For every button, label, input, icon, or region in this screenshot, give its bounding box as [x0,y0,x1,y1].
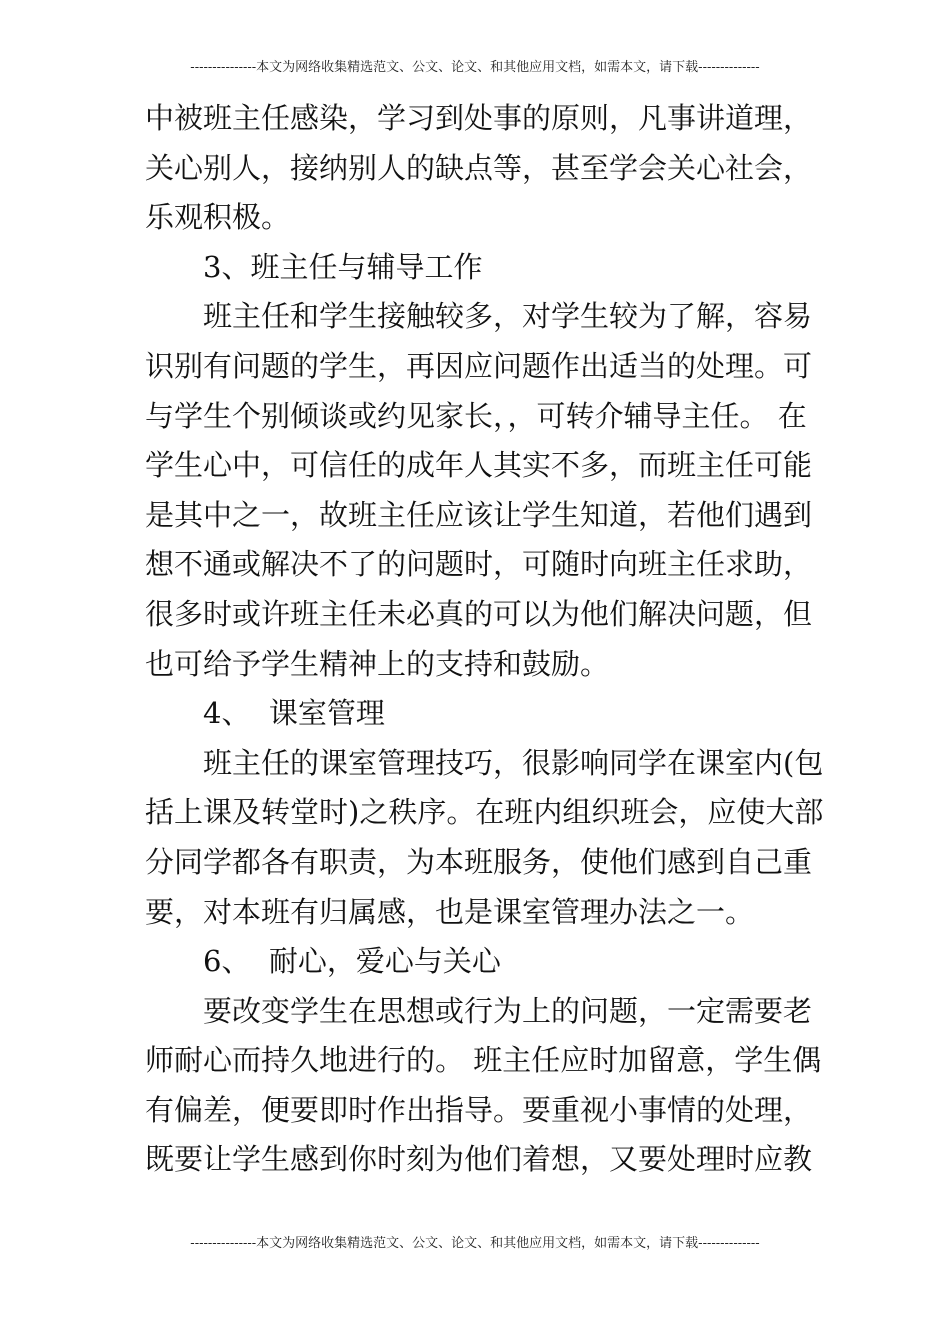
body-line: 是其中之一，故班主任应该让学生知道，若他们遇到 [145,497,813,532]
section-heading-6: 6、 耐心，爱心与关心 [203,944,501,979]
body-line: 师耐心而持久地进行的。 班主任应时加留意，学生偶 [145,1043,822,1078]
body-line: 与学生个别倾谈或约见家长，，可转介辅导主任。 在 [145,398,807,433]
body-line: 学生心中，可信任的成年人其实不多，而班主任可能 [145,448,813,483]
section-heading-3: 3、班主任与辅导工作 [203,249,483,284]
body-line: 中被班主任感染，学习到处事的原则，凡事讲道理， [145,101,813,135]
document-body [145,94,824,1185]
body-line: 关心别人，接纳别人的缺点等，甚至学会关心社会， [145,150,813,185]
body-line: 要改变学生在思想或行为上的问题，一定需要老 [145,993,813,1028]
body-line: 既要让学生感到你时刻为他们着想，又要处理时应教 [145,1142,813,1177]
body-line: 想不通或解决不了的问题时，可随时向班主任求助， [145,547,813,582]
section-heading-4: 4、 课室管理 [203,696,385,731]
body-line: 分同学都各有职责，为本班服务，使他们感到自己重 [145,844,813,879]
body-line: 识别有问题的学生，再因应问题作出适当的处理。可 [145,348,813,383]
body-line: 很多时或许班主任未必真的可以为他们解决问题，但 [145,596,813,631]
body-line: 括上课及转堂时)之秩序。在班内组织班会，应使大部 [145,795,824,830]
body-line: 班主任的课室管理技巧，很影响同学在课室内(包 [145,745,824,780]
body-line: 有偏差，便要即时作出指导。要重视小事情的处理， [145,1092,813,1127]
header-banner: ---------------本文为网络收集精选范文、公文、论文、和其他应用文档，如需本文，请下载-------------- [190,60,760,75]
body-line: 要，对本班有归属感，也是课室管理办法之一。 [145,894,755,929]
body-line: 班主任和学生接触较多，对学生较为了解，容易 [145,299,813,334]
body-line: 乐观积极。 [145,200,291,235]
footer-banner: ---------------本文为网络收集精选范文、公文、论文、和其他应用文档，如需本文，请下载-------------- [190,1236,760,1251]
body-line: 也可给予学生精神上的支持和鼓励。 [145,646,610,681]
